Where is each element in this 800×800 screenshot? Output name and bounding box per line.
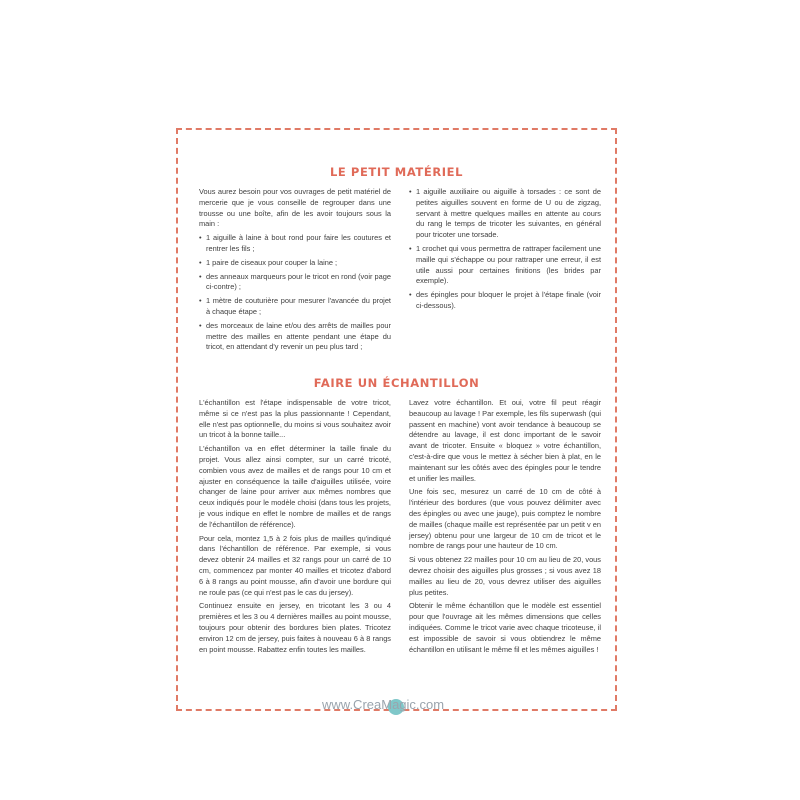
paragraph: Obtenir le même échantillon que le modèle est essentiel pour que l'ouvrage ait les mêmes dimensions que celles indiquées. Comme le tricot varie avec chaque tricoteuse, il est impossible de savoir si vous obtiendrez le même échantillon en utilisant le même fil et les mêmes aiguilles ! xyxy=(409,601,601,654)
list-item: • 1 aiguille à laine à bout rond pour faire les coutures et rentrer les fils ; xyxy=(199,233,391,255)
list-item: • des épingles pour bloquer le projet à l'étape finale (voir ci-dessous). xyxy=(409,290,601,312)
list-item: • 1 mètre de couturière pour mesurer l'avancée du projet à chaque étape ; xyxy=(199,296,391,318)
paragraph: Lavez votre échantillon. Et oui, votre fil peut réagir beaucoup au lavage ! Par exemple, les fils superwash (qui passent en machine) vont avoir tendance à beaucoup se détendre au lavage, il est donc important de le savoir avant de tricoter. Ensuite « bloquez » votre échantillon, c'est-à-dire que vous le mettez à sécher bien à plat, en le maintenant sur les côtés avec des épingles pour le tendre et unifier les mailles. xyxy=(409,398,601,483)
paragraph: Si vous obtenez 22 mailles pour 10 cm au lieu de 20, vous devrez choisir des aiguilles plus grosses ; si vous avez 18 mailles au lieu de 20, vous devrez utiliser des aiguilles plus petites. xyxy=(409,555,601,597)
section1-intro: Vous aurez besoin pour vos ouvrages de petit matériel de mercerie que je vous conseille de regrouper dans une trousse ou une boîte, afin de les avoir toujours sous la main : xyxy=(199,187,391,229)
section2-left-column xyxy=(199,398,391,658)
paragraph: L'échantillon va en effet déterminer la taille finale du projet. Vous allez ainsi compter, sur un carré tricoté, combien vous avez de mailles et de rangs pour 10 cm et ajuster en conséquence la taille d'aiguilles utilisée, voire changer de laine pour arriver aux mêmes nombres que ceux indiqués pour le modèle choisi (dans tous les projets, je vous indique en effet le nombre de mailles et de rangs de l'échantillon de référence). xyxy=(199,444,391,529)
section1-right-list xyxy=(409,187,601,312)
list-item: • des morceaux de laine et/ou des arrêts de mailles pour mettre des mailles en attente pendant une étape du tricot, en attendant d'y revenir un peu plus tard ; xyxy=(199,321,391,353)
section1-left-list xyxy=(199,233,391,353)
section1-right-column xyxy=(409,187,601,315)
paragraph: Continuez ensuite en jersey, en tricotant les 3 ou 4 premières et les 3 ou 4 dernières mailles au point mousse, toujours pour obtenir des bordures bien plates. Tricotez environ 12 cm de jersey, puis faites à nouveau 6 à 8 rangs en point mousse. Rabattez enfin toutes les mailles. xyxy=(199,601,391,654)
watermark-text: www.CreaMagic.com xyxy=(322,697,445,712)
paragraph: Une fois sec, mesurez un carré de 10 cm de côté à l'intérieur des bordures (que vous pouvez délimiter avec des épingles ou avec une jauge), puis comptez le nombre de mailles (chaque maille est représentée par un petit v en jersey) obtenu pour une largeur de 10 cm de tricot et le nombre de rangs pour une hauteur de 10 cm. xyxy=(409,487,601,551)
section-title-petit-materiel: LE PETIT MATÉRIEL xyxy=(329,165,464,179)
section2-right-column xyxy=(409,398,601,658)
list-item: • des anneaux marqueurs pour le tricot en rond (voir page ci-contre) ; xyxy=(199,272,391,294)
list-item: • 1 paire de ciseaux pour couper la laine ; xyxy=(199,258,391,269)
paragraph: L'échantillon est l'étape indispensable de votre tricot, même si ce n'est pas la plus passionnante ! Cependant, elle n'est pas optionnelle, du moins si vous souhaitez avoir un tricot à la bonne taille... xyxy=(199,398,391,440)
list-item: • 1 crochet qui vous permettra de rattraper facilement une maille qui s'échappe ou pour rattraper une erreur, il est utile aussi pour certaines finitions (les brides par exemple). xyxy=(409,244,601,287)
section-title-echantillon: FAIRE UN ÉCHANTILLON xyxy=(313,376,480,390)
paragraph: Pour cela, montez 1,5 à 2 fois plus de mailles qu'indiqué dans l'échantillon de référence. Par exemple, si vous devez obtenir 24 mailles et 32 rangs pour un carré de 10 cm, commencez par monter 40 mailles et tricotez d'abord 6 à 8 rangs au point mousse, afin d'avoir une bordure qui ne roule pas (ce qui n'est pas le cas du jersey). xyxy=(199,533,391,597)
list-item: • 1 aiguille auxiliaire ou aiguille à torsades : ce sont de petites aiguilles souvent en forme de U ou de zigzag, servant à mettre quelques mailles en attente au cours du rang le temps de tricoter les suivantes, en général pour tricoter une torsade. xyxy=(409,187,601,241)
section1-left-column xyxy=(199,187,391,356)
